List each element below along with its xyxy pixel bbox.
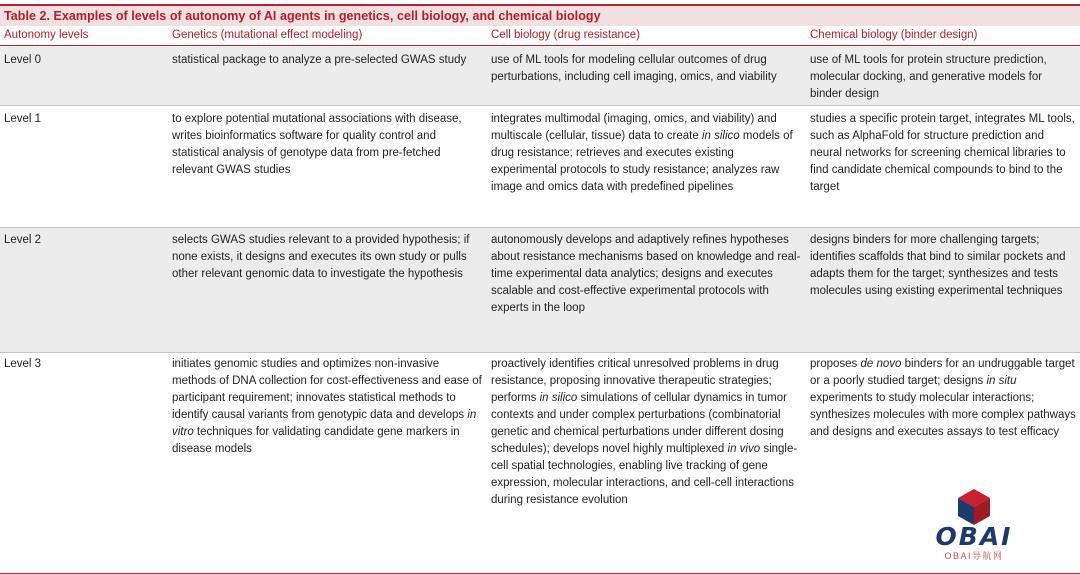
genetics-cell: to explore potential mutational associations with disease, writes bioinformatics software for quality control and statistical analysis of genotype data from pre-fetched relevant GWAS studies (172, 112, 462, 176)
table-caption (0, 4, 1080, 26)
italic-term: in silico (701, 129, 740, 142)
genetics-cell (168, 352, 487, 574)
italic-term: de novo (860, 357, 902, 370)
table-row-level-3 (0, 352, 1080, 574)
logo-wordmark: OBAI (935, 522, 1013, 551)
chemical-biology-cell: studies a specific protein target, integrates ML tools, such as AlphaFold for structure prediction and neural networks for screening chemical libraries to find candidate chemical compounds to bind to the target (810, 112, 1075, 193)
cell-text: single-cell spatial technologies, enabling live tracking of gene expression, molecular interactions, and cell-cell interactions during resistance evolution (491, 442, 798, 506)
header-genetics: Genetics (mutational effect modeling) (168, 26, 487, 45)
autonomy-levels-table (0, 26, 1080, 574)
genetics-cell: statistical package to analyze a pre-selected GWAS study (168, 45, 487, 105)
table-row-level-1 (0, 105, 1080, 227)
cell-text: proposes (810, 357, 861, 370)
table-header-row (0, 26, 1080, 45)
table-row-level-0 (0, 45, 1080, 105)
cell-biology-cell (487, 352, 806, 574)
cell-biology-cell (487, 227, 806, 352)
header-chemical-biology: Chemical biology (binder design) (806, 26, 1080, 45)
cell-text: autonomously develops and adaptively refines hypotheses about resistance mechanisms based on knowledge and real-time experimental data analytics; designs and executes scalable and cost-effective experimental protocols with experts in the loop (491, 233, 801, 314)
level-label: Level 0 (0, 45, 168, 105)
cell-biology-cell: use of ML tools for modeling cellular outcomes of drug perturbations, including cell imaging, omics, and viability (487, 45, 806, 105)
cell-text: simulations of cellular dynamics in tumor contexts and under complex perturbations (combinatorial genetic and chemical perturbations under different dosing schedules); develops novel highly multiplexed (491, 391, 787, 455)
logo-subtitle: OBAI导航网 (944, 551, 1004, 561)
chemical-biology-cell: designs binders for more challenging targets; identifies scaffolds that bind to similar pockets and adapts them for the target; synthesizes and tests molecules using existing experimental techniques (806, 227, 1080, 352)
genetics-cell: selects GWAS studies relevant to a provided hypothesis; if none exists, it designs and executes its own study or pulls other relevant genomic data to investigate the hypothesis (168, 227, 487, 352)
level-label: Level 1 (4, 112, 42, 125)
cell-text: integrates multimodal (imaging, omics, and viability) and multiscale (cellular, tissue) data to create (491, 112, 777, 142)
table-title: Table 2. Examples of levels of autonomy of AI agents in genetics, cell biology, and chemical biology (4, 9, 601, 23)
cell-text: binders for an undruggable target or a poorly studied target; designs (810, 357, 1075, 387)
cube-logo-icon (956, 488, 992, 526)
table-row-level-2 (0, 227, 1080, 352)
chemical-biology-cell: use of ML tools for protein structure prediction, molecular docking, and generative models for binder design (806, 45, 1080, 105)
italic-term: in vivo (727, 442, 761, 455)
italic-term: in vitro (172, 408, 477, 438)
cell-biology-cell (487, 105, 806, 227)
cell-text: proactively identifies critical unresolved problems in drug resistance, proposing innovative therapeutic strategies; performs (491, 357, 779, 404)
header-autonomy-levels: Autonomy levels (0, 26, 168, 45)
obai-watermark-logo (926, 488, 1022, 568)
cell-text: experiments to study molecular interactions; synthesizes molecules with more complex pathways and designs and executes assays to test efficacy (810, 391, 1076, 438)
cell-text: techniques for validating candidate gene markers in disease models (172, 425, 460, 455)
header-cell-biology: Cell biology (drug resistance) (487, 26, 806, 45)
italic-term: in silico (539, 391, 578, 404)
cell-text: models of drug resistance; retrieves and executes existing experimental protocols to study resistance; analyzes raw image and omics data with predefined pipelines (491, 129, 793, 193)
italic-term: in situ (986, 374, 1017, 387)
level-label: Level 2 (0, 227, 168, 352)
level-label: Level 3 (4, 357, 42, 370)
cell-text: initiates genomic studies and optimizes non-invasive methods of DNA collection for cost-effectiveness and ease of participant requirement; innovates statistical methods to identify causal variants from genotypic data and develops (172, 357, 482, 421)
